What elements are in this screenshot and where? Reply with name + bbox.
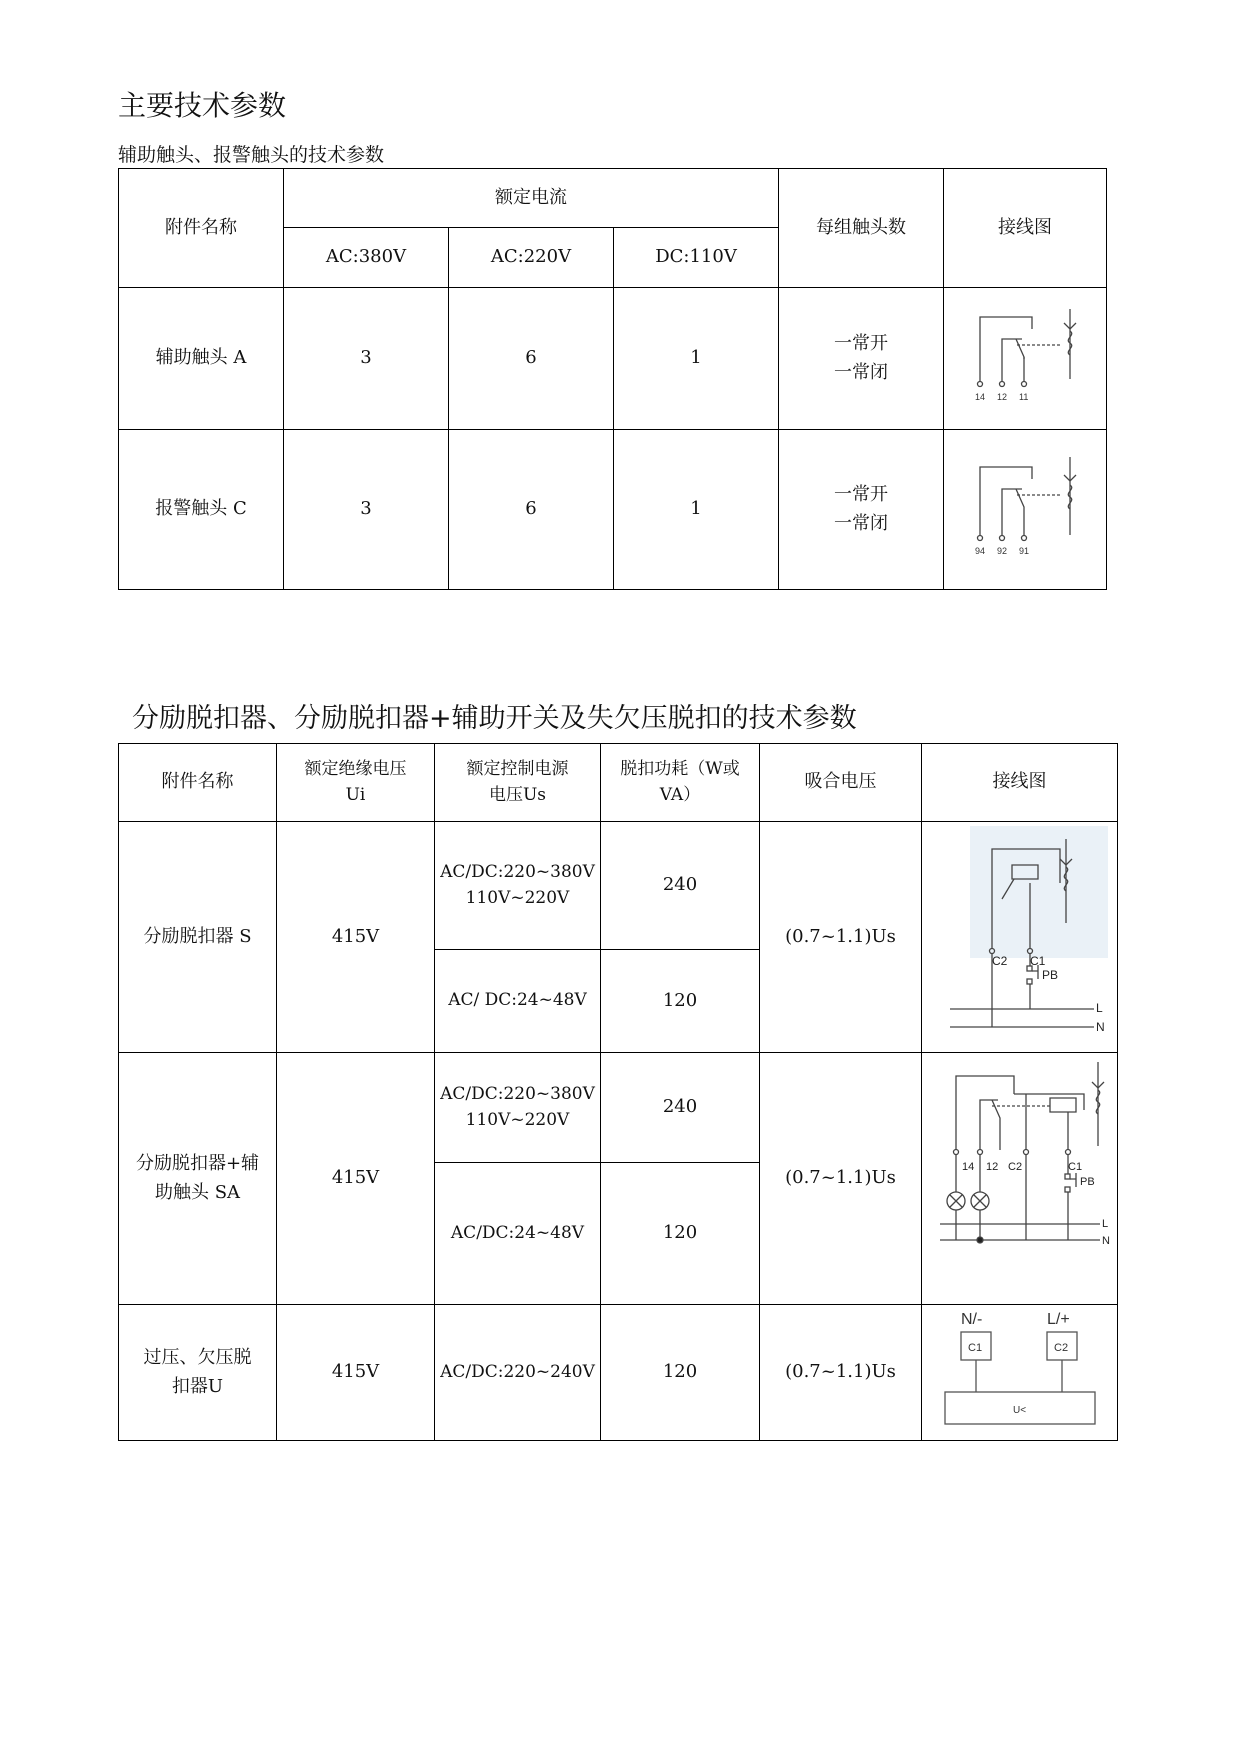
cell-us	[435, 1053, 601, 1163]
table-row	[119, 288, 1107, 430]
cell-name: 分励脱扣器 S	[119, 822, 277, 1053]
header-contacts-per-group: 每组触头数	[779, 169, 944, 288]
cell-dc110: 1	[614, 288, 779, 430]
section-title-release-params: 分励脱扣器、分励脱扣器+辅助开关及失欠压脱扣的技术参数	[132, 703, 857, 734]
terminal-c1: C1	[1067, 1160, 1082, 1173]
header-rated-insulation-voltage	[277, 744, 435, 822]
section-title-main-params: 主要技术参数	[118, 89, 287, 122]
table-row	[119, 430, 1107, 590]
us-line2: 110V~220V	[465, 887, 570, 908]
cell-us: AC/ DC:24~48V	[435, 950, 601, 1053]
cell-name	[119, 1305, 277, 1441]
shunt-aux-wiring-diagram	[926, 1054, 1114, 1294]
line-l-label: L	[1101, 1217, 1108, 1230]
table-row	[119, 822, 1118, 950]
cell-wiring	[922, 1305, 1118, 1441]
terminal-12: 12	[985, 1160, 998, 1173]
terminal-label: 92	[997, 545, 1008, 556]
us-line2: 110V~220V	[465, 1109, 570, 1130]
table-caption-contacts: 辅助触头、报警触头的技术参数	[118, 144, 385, 166]
terminal-c1: C1	[967, 1341, 982, 1354]
release-table	[118, 743, 1118, 1441]
cell-name	[119, 1053, 277, 1305]
aux-contact-wiring-diagram	[970, 299, 1080, 409]
contacts-no: 一常开	[834, 483, 889, 505]
header-pickup-voltage: 吸合电压	[760, 744, 922, 822]
header-power-line1: 脱扣功耗（W或	[620, 759, 740, 779]
cell-pickup: (0.7~1.1)Us	[760, 1053, 922, 1305]
line-n-label: N	[1095, 1020, 1105, 1035]
name-line1: 分励脱扣器+辅	[135, 1152, 260, 1174]
cell-us: AC/DC:24~48V	[435, 1163, 601, 1305]
line-l-label: L	[1095, 1001, 1103, 1016]
header-ac380: AC:380V	[284, 228, 449, 288]
terminal-c1: C1	[1029, 954, 1045, 969]
header-wiring: 接线图	[944, 169, 1107, 288]
name-line2: 扣器U	[171, 1375, 224, 1397]
contacts-nc: 一常闭	[834, 512, 889, 534]
header-control-voltage	[435, 744, 601, 822]
alarm-contact-wiring-diagram	[970, 445, 1080, 565]
name-line1: 过压、欠压脱	[143, 1346, 252, 1368]
header-name: 附件名称	[119, 744, 277, 822]
cell-contacts	[779, 288, 944, 430]
undervoltage-unit-label: U<	[1012, 1404, 1026, 1416]
us-line1: AC/DC:220~380V	[440, 1084, 595, 1104]
header-power-consumption	[601, 744, 760, 822]
contacts-no: 一常开	[834, 332, 889, 354]
cell-ac220: 6	[449, 430, 614, 590]
cell-ac380: 3	[284, 430, 449, 590]
header-ui-line1: 额定绝缘电压	[304, 759, 407, 779]
voltage-release-wiring-diagram	[935, 1306, 1105, 1430]
cell-us: AC/DC:220~240V	[435, 1305, 601, 1441]
pushbutton-label: PB	[1041, 968, 1058, 983]
name-line2: 助触头 SA	[154, 1181, 241, 1203]
table-row	[119, 1305, 1118, 1441]
terminal-label: 14	[975, 391, 986, 402]
header-ac220: AC:220V	[449, 228, 614, 288]
terminal-label: 91	[1019, 545, 1030, 556]
cell-pickup: (0.7~1.1)Us	[760, 822, 922, 1053]
cell-pickup: (0.7~1.1)Us	[760, 1305, 922, 1441]
terminal-c2: C2	[1007, 1160, 1022, 1173]
header-us-line1: 额定控制电源	[466, 759, 569, 779]
pushbutton-label: PB	[1079, 1175, 1095, 1188]
line-n-label: N	[1101, 1234, 1110, 1247]
header-rated-current: 额定电流	[284, 169, 779, 228]
cell-wiring	[922, 822, 1118, 1053]
cell-contacts	[779, 430, 944, 590]
header-dc110: DC:110V	[614, 228, 779, 288]
cell-power: 240	[601, 822, 760, 950]
cell-ac380: 3	[284, 288, 449, 430]
cell-wiring	[944, 288, 1107, 430]
cell-power: 120	[601, 1305, 760, 1441]
cell-ac220: 6	[449, 288, 614, 430]
cell-wiring	[944, 430, 1107, 590]
header-name: 附件名称	[119, 169, 284, 288]
cell-power: 120	[601, 1163, 760, 1305]
cell-dc110: 1	[614, 430, 779, 590]
terminal-label: 94	[975, 545, 986, 556]
terminal-c2: C2	[991, 954, 1007, 969]
us-line1: AC/DC:220~380V	[440, 862, 595, 882]
cell-power: 120	[601, 950, 760, 1053]
terminal-label: 11	[1019, 391, 1029, 402]
header-us-line2: 电压Us	[488, 784, 547, 805]
cell-name: 报警触头 C	[119, 430, 284, 590]
cell-ui: 415V	[277, 1305, 435, 1441]
cell-ui: 415V	[277, 822, 435, 1053]
contacts-table	[118, 168, 1107, 590]
table-row	[119, 1053, 1118, 1163]
shunt-release-wiring-diagram	[930, 823, 1110, 1041]
header-power-line2: VA）	[659, 784, 701, 805]
cell-power: 240	[601, 1053, 760, 1163]
cell-us	[435, 822, 601, 950]
terminal-c2: C2	[1053, 1341, 1068, 1354]
header-wiring: 接线图	[922, 744, 1118, 822]
terminal-14: 14	[961, 1160, 974, 1173]
cell-name: 辅助触头 A	[119, 288, 284, 430]
cell-ui: 415V	[277, 1053, 435, 1305]
terminal-pos-label: L/+	[1046, 1310, 1070, 1328]
cell-wiring	[922, 1053, 1118, 1305]
terminal-neg-label: N/-	[960, 1310, 982, 1328]
terminal-label: 12	[997, 391, 1008, 402]
contacts-nc: 一常闭	[834, 361, 889, 383]
header-ui-line2: Ui	[345, 784, 366, 805]
